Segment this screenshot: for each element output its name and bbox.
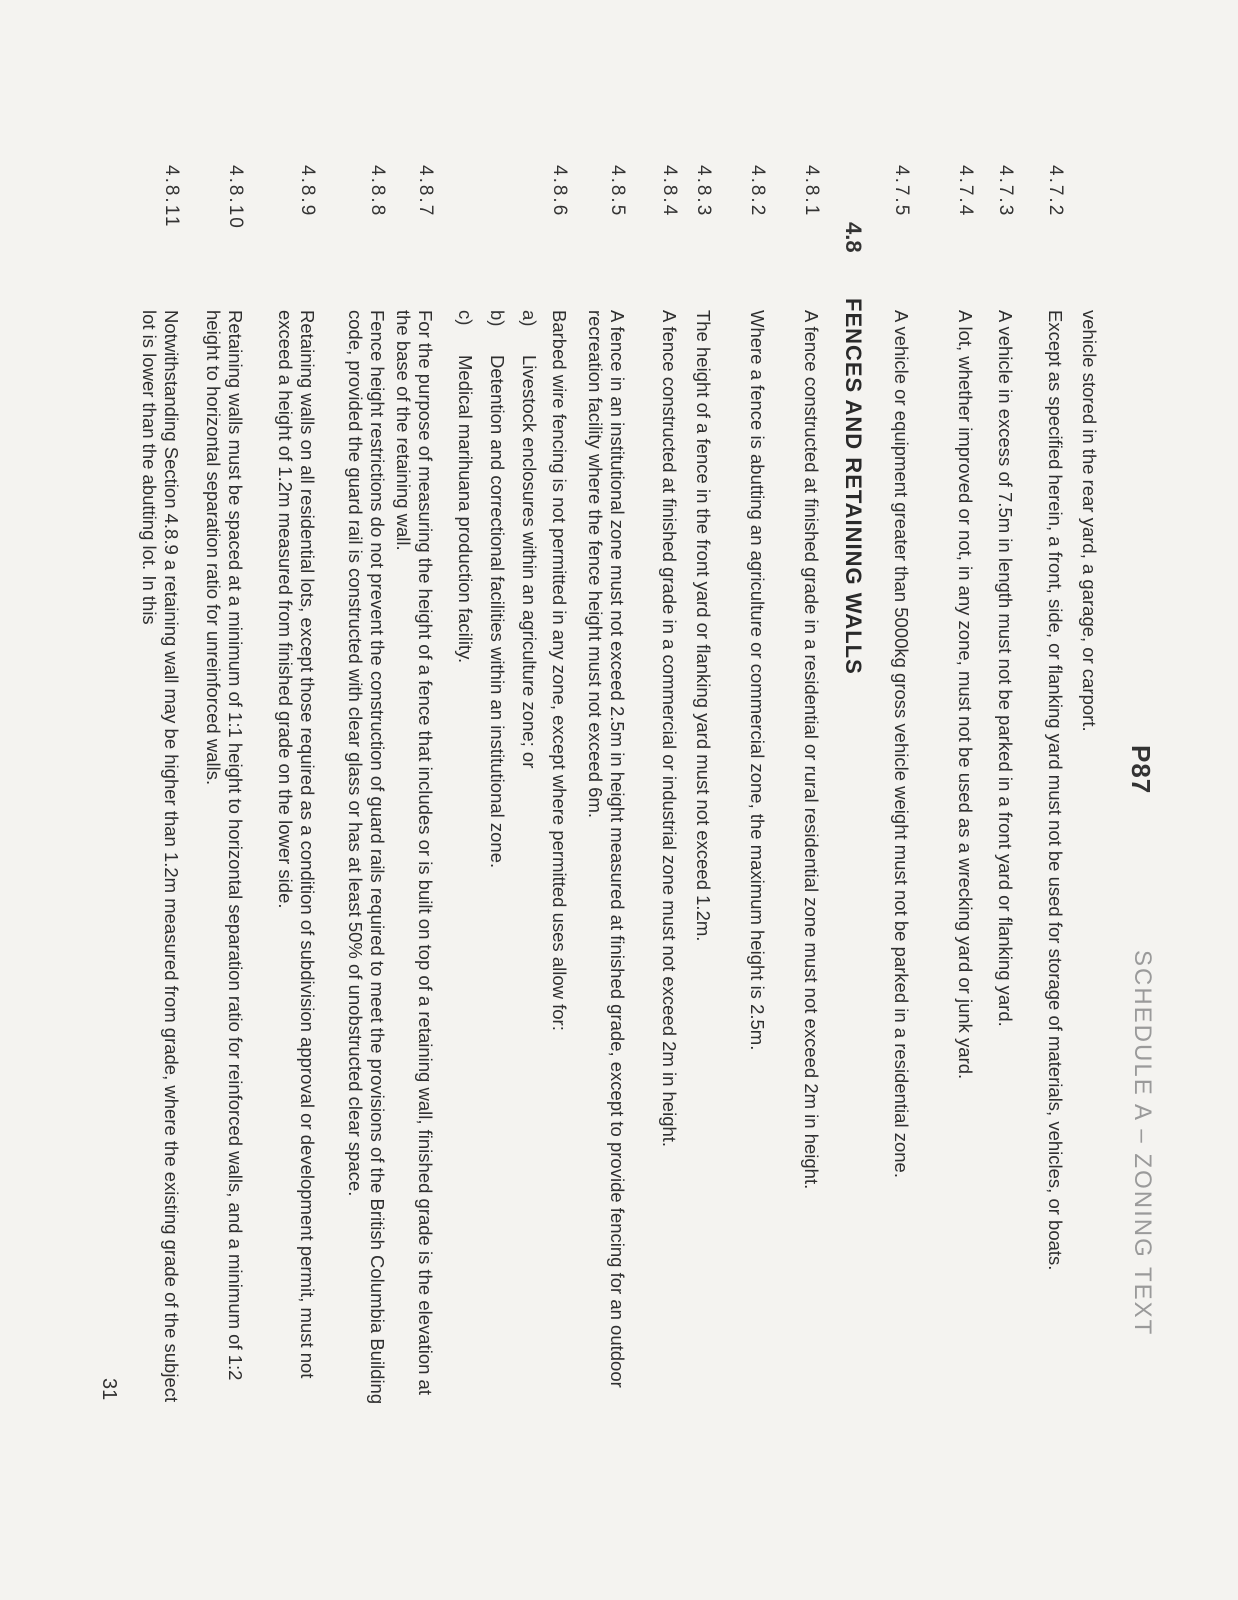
clause-number: 4.7.4 — [955, 165, 976, 218]
list-letter: c) — [455, 310, 476, 326]
clause-number: 4.7.5 — [891, 165, 912, 218]
clause-text: A vehicle or equipment greater than 5000kg gross vehicle weight must not be parked in a residential zone. — [891, 310, 912, 1178]
clause-text: Retaining walls on all residential lots, except those required as a condition of subdivision approval or development permit, must not exceed a height of 1.2m measured from finished grade on the lower side. — [275, 310, 318, 1379]
clause-number: 4.8.1 — [801, 165, 822, 218]
clause-text: A fence constructed at finished grade in a commercial or industrial zone must not exceed 2m in height. — [659, 310, 680, 1148]
section-number: 4.8 — [841, 222, 866, 253]
clause-number: 4.8.5 — [607, 165, 628, 218]
clause-number: 4.8.3 — [693, 165, 714, 218]
clause-text: A fence constructed at finished grade in a residential or rural residential zone must not exceed 2m in height. — [801, 310, 822, 1190]
clause-number: 4.8.11 — [161, 165, 182, 229]
clause-number: 4.7.2 — [1045, 165, 1066, 218]
clause-number: 4.8.7 — [415, 165, 436, 218]
list-letter: b) — [487, 310, 508, 327]
clause-number: 4.8.8 — [367, 165, 388, 218]
clause-number: 4.7.3 — [995, 165, 1016, 218]
clause-text: A lot, whether improved or not, in any zone, must not be used as a wrecking yard or junk yard. — [955, 310, 976, 1080]
clause-number: 4.8.4 — [659, 165, 680, 218]
clause-number: 4.8.6 — [549, 165, 570, 218]
clause-text: Except as specified herein, a front, side, or flanking yard must not be used for storage of materials, vehicles, or boats. — [1045, 310, 1066, 1271]
clause-text: vehicle stored in the rear yard, a garage, or carport. — [1079, 310, 1100, 732]
page-code: P87 — [1126, 745, 1156, 795]
list-text: Livestock enclosures within an agriculture zone; or — [519, 355, 540, 769]
clause-text: Where a fence is abutting an agriculture or commercial zone, the maximum height is 2.5m. — [747, 310, 768, 1051]
clause-text: A fence in an institutional zone must not exceed 2.5m in height measured at finished grade, except to provide fencing for an outdoor recreation facility where the fence height must not exceed 6m. — [585, 310, 628, 1388]
clause-text: Retaining walls must be spaced at a minimum of 1:1 height to horizontal separation ratio for reinforced walls, and a minimum of 1:2 height to horizontal separation ratio for unreinforced walls. — [203, 310, 246, 1381]
clause-number: 4.8.9 — [297, 165, 318, 218]
schedule-title: SCHEDULE A – ZONING TEXT — [1129, 950, 1156, 1337]
clause-number: 4.8.10 — [225, 165, 246, 230]
list-text: Medical marihuana production facility. — [455, 355, 476, 664]
list-letter: a) — [519, 310, 540, 327]
page-number: 31 — [98, 1378, 120, 1401]
clause-text: A vehicle in excess of 7.5m in length must not be parked in a front yard or flanking yard. — [995, 310, 1016, 1027]
clause-text: Fence height restrictions do not prevent the construction of guard rails required to meet the provisions of the British Columbia Building code, provided the guard rail is constructed with clear glass or has at least 50% of unobstructed clear space. — [345, 310, 388, 1405]
clause-text: The height of a fence in the front yard or flanking yard must not exceed 1.2m. — [693, 310, 714, 942]
section-title: FENCES AND RETAINING WALLS — [841, 298, 866, 675]
clause-text: Notwithstanding Section 4.8.9 a retaining wall may be higher than 1.2m measured from grade, where the existing grade of the subject lot is lower than the abutting lot. In this — [139, 310, 182, 1403]
clause-text: Barbed wire fencing is not permitted in any zone, except where permitted uses allow for: — [549, 310, 570, 1031]
list-text: Detention and correctional facilities within an institutional zone. — [487, 355, 508, 869]
clause-text: For the purpose of measuring the height of a fence that includes or is built on top of a retaining wall, finished grade is the elevation at the base of the retaining wall. — [393, 310, 436, 1395]
clause-number: 4.8.2 — [747, 165, 768, 218]
